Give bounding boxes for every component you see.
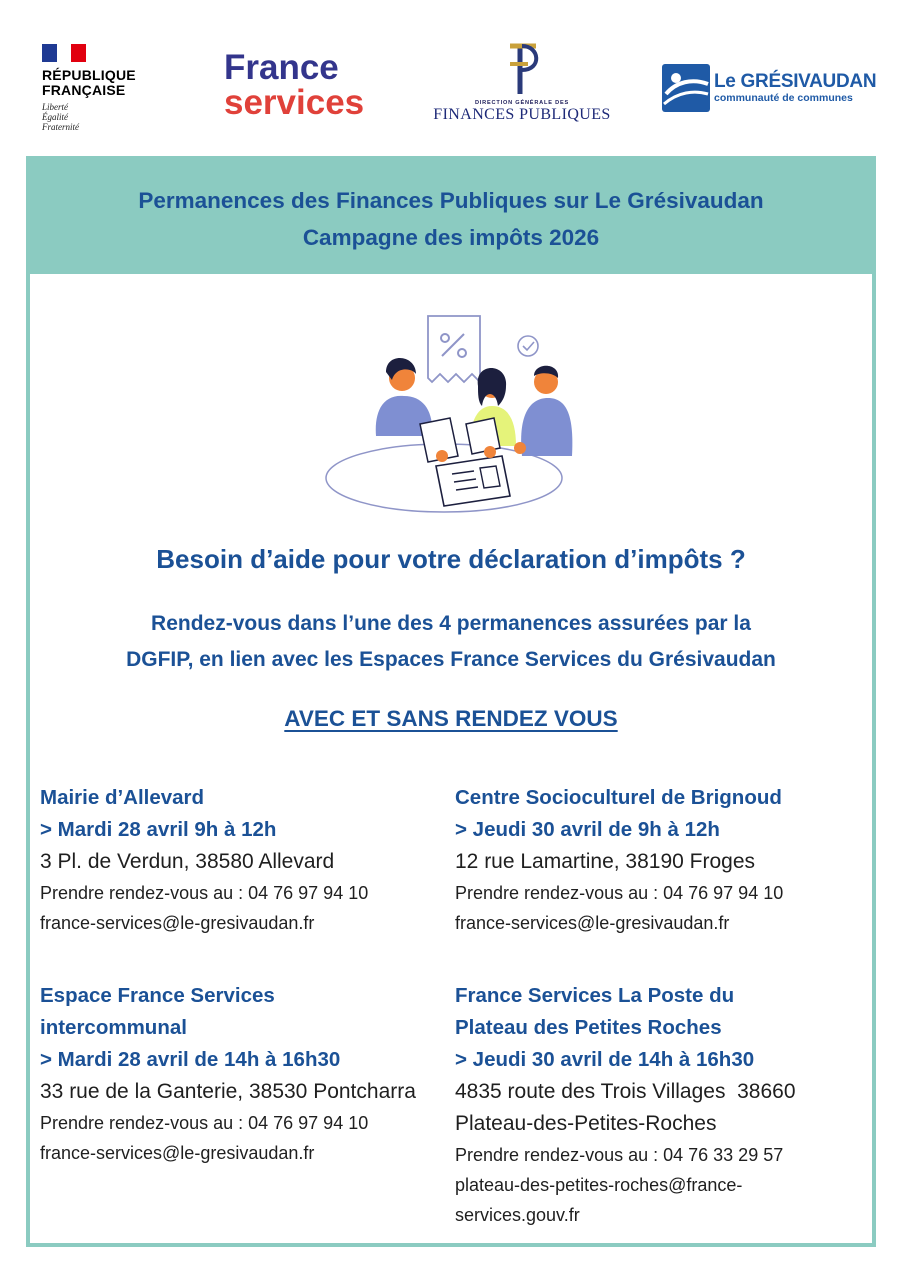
rf-motto-fraternite: Fraternité <box>42 122 79 132</box>
french-flag-icon <box>42 44 86 62</box>
rf-motto-liberte: Liberté <box>42 102 68 112</box>
location-date: > Mardi 28 avril 9h à 12h <box>40 818 277 841</box>
location-phone: Prendre rendez-vous au : 04 76 97 94 10 <box>455 883 784 903</box>
appointment-slogan: AVEC ET SANS RENDEZ VOUS <box>284 706 618 731</box>
location-phone: Prendre rendez-vous au : 04 76 97 94 10 <box>40 883 369 903</box>
location-petites-roches <box>455 980 855 1230</box>
help-question: Besoin d’aide pour votre déclaration d’impôts ? <box>156 544 746 574</box>
intro-text <box>30 606 872 678</box>
location-address: 3 Pl. de Verdun, 38580 Allevard <box>40 850 335 873</box>
location-pontcharra <box>40 980 420 1168</box>
location-name: Centre Socioculturel de Brignoud <box>455 786 782 809</box>
info-card <box>26 156 876 1247</box>
location-date: > Jeudi 30 avril de 9h à 12h <box>455 818 720 841</box>
location-email-link[interactable]: plateau-des-petites-roches@france-services.gouv.fr <box>455 1175 743 1225</box>
banner <box>30 160 872 274</box>
gresivaudan-logo <box>662 64 876 112</box>
intro-line1: Rendez-vous dans l’une des 4 permanences assurées par la <box>151 612 751 635</box>
dgfip-logo <box>432 40 612 124</box>
gresivaudan-subtitle: communauté de communes <box>714 92 853 104</box>
dgfip-emblem-icon <box>500 40 544 96</box>
dgfip-small-text: DIRECTION GÉNÉRALE DES <box>474 100 570 106</box>
location-date: > Jeudi 30 avril de 14h à 16h30 <box>455 1048 755 1071</box>
location-brignoud <box>455 782 865 938</box>
location-name: France Services La Poste du Plateau des Petites Roches <box>455 984 735 1039</box>
location-email-link[interactable]: france-services@le-gresivaudan.fr <box>40 1143 315 1163</box>
rf-name-line2: FRANÇAISE <box>42 82 126 98</box>
location-phone: Prendre rendez-vous au : 04 76 33 29 57 <box>455 1145 784 1165</box>
rf-name-line1: RÉPUBLIQUE <box>42 67 136 83</box>
location-date: > Mardi 28 avril de 14h à 16h30 <box>40 1048 341 1071</box>
france-services-line2: services <box>224 83 365 122</box>
location-email-link[interactable]: france-services@le-gresivaudan.fr <box>455 913 730 933</box>
location-name: Mairie d’Allevard <box>40 786 205 809</box>
location-email-link[interactable]: france-services@le-gresivaudan.fr <box>40 913 315 933</box>
gresivaudan-name: Le GRÉSIVAUDAN <box>714 71 877 92</box>
location-address: 4835 route des Trois Villages 38660 Plateau-des-Petites-Roches <box>455 1080 802 1135</box>
dgfip-big-text: FINANCES PUBLIQUES <box>433 106 611 123</box>
banner-title-line1: Permanences des Finances Publiques sur Le Grésivaudan <box>138 188 764 213</box>
intro-line2: DGFIP, en lien avec les Espaces France Services du Grésivaudan <box>126 648 776 671</box>
banner-title-line2: Campagne des impôts 2026 <box>302 225 600 250</box>
gresivaudan-mark-icon <box>662 64 710 112</box>
location-phone: Prendre rendez-vous au : 04 76 97 94 10 <box>40 1113 369 1133</box>
location-address: 33 rue de la Ganterie, 38530 Pontcharra <box>40 1080 416 1103</box>
location-allevard <box>40 782 450 938</box>
france-services-logo <box>224 50 364 120</box>
location-name: Espace France Services intercommunal <box>40 984 275 1039</box>
rf-motto <box>42 102 162 132</box>
republique-francaise-logo <box>42 44 162 132</box>
logo-header <box>0 0 900 155</box>
location-address: 12 rue Lamartine, 38190 Froges <box>455 850 756 873</box>
tax-help-illustration <box>324 306 584 514</box>
france-services-line1: France <box>224 48 339 87</box>
rf-motto-egalite: Égalité <box>42 112 68 122</box>
